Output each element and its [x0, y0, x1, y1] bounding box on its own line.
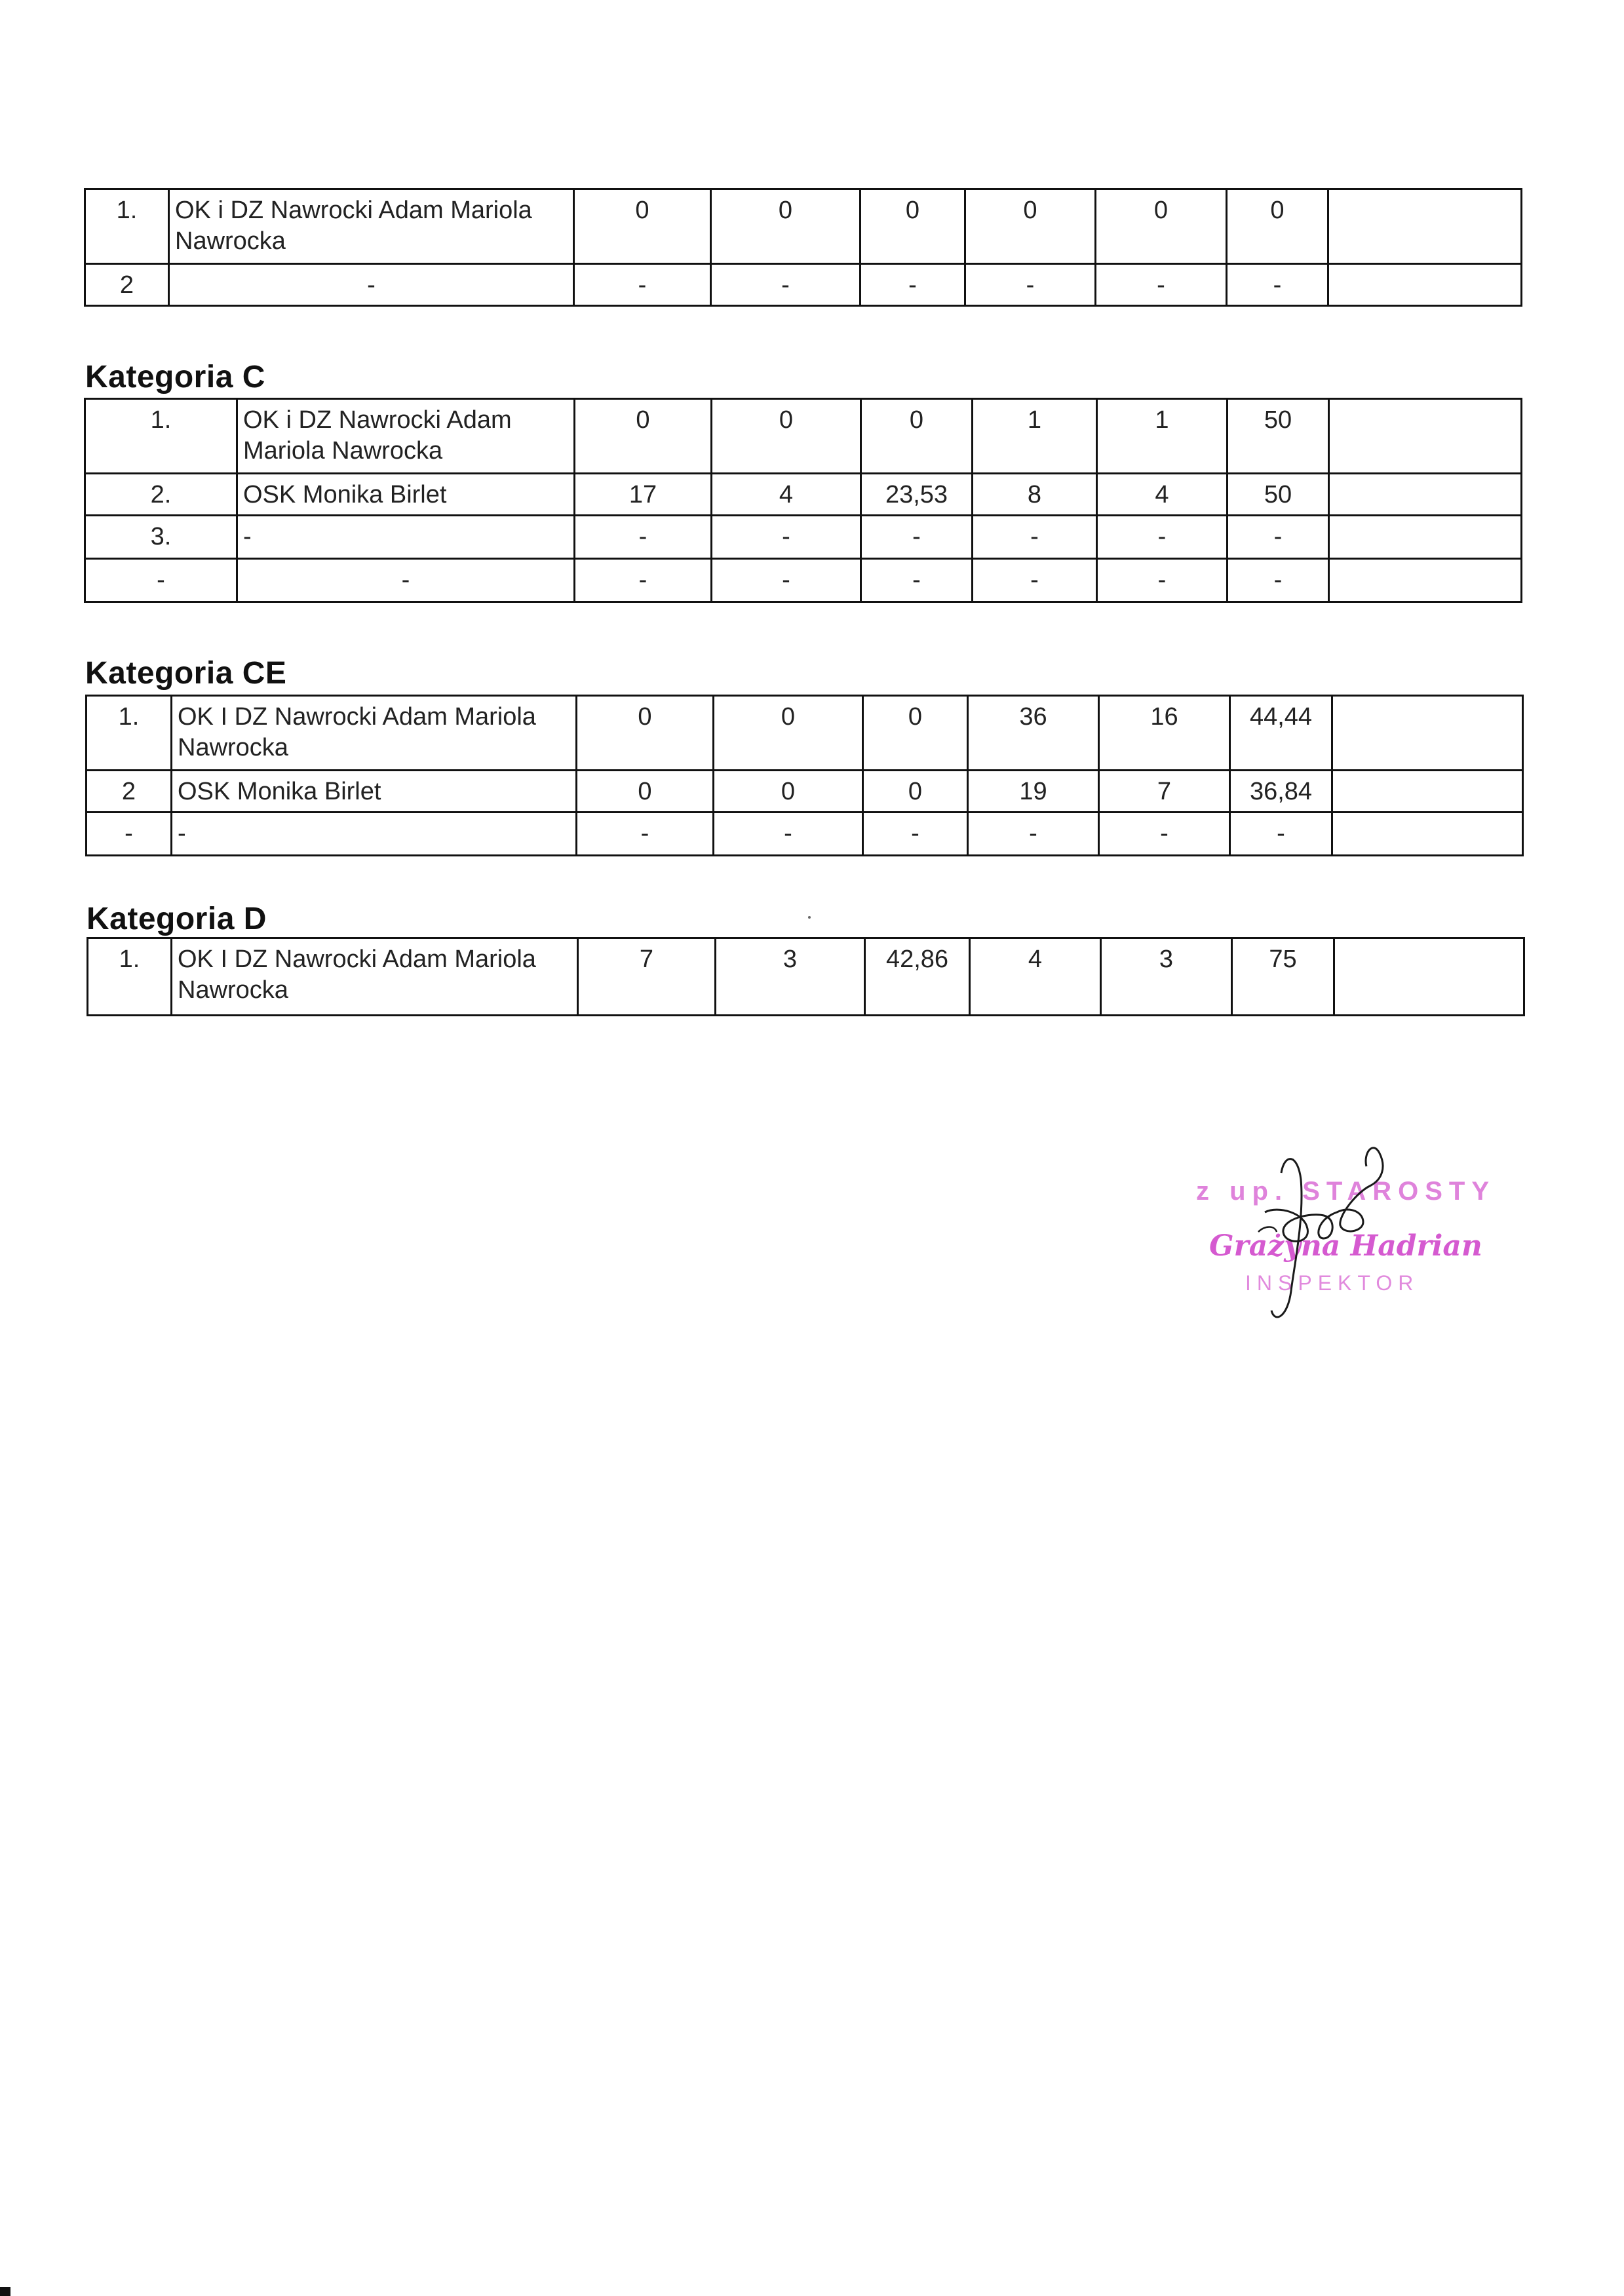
value-cell: 50	[1228, 399, 1329, 474]
value-cell: -	[1228, 559, 1329, 602]
row-number: 2	[85, 264, 169, 306]
value-cell: 0	[711, 189, 860, 264]
school-name: OK I DZ Nawrocki Adam Mariola Nawrocka	[172, 696, 577, 771]
row-number: 2	[87, 771, 172, 813]
row-number: 2.	[85, 474, 237, 516]
empty-cell	[1334, 938, 1524, 1016]
value-cell: 0	[577, 771, 714, 813]
value-cell: 16	[1099, 696, 1230, 771]
value-cell: -	[711, 264, 860, 306]
value-cell: -	[714, 813, 863, 856]
value-cell: -	[968, 813, 1099, 856]
value-cell: 19	[968, 771, 1099, 813]
value-cell: -	[1227, 264, 1328, 306]
row-number: -	[87, 813, 172, 856]
school-name: OSK Monika Birlet	[172, 771, 577, 813]
school-name: -	[237, 516, 575, 559]
value-cell: -	[1096, 264, 1227, 306]
value-cell: -	[863, 813, 968, 856]
school-name: OK i DZ Nawrocki Adam Mariola Nawrocka	[237, 399, 575, 474]
value-cell: -	[575, 516, 712, 559]
value-cell: 4	[712, 474, 861, 516]
value-cell: 0	[1096, 189, 1227, 264]
value-cell: -	[1230, 813, 1332, 856]
empty-cell	[1332, 696, 1523, 771]
table-row	[85, 559, 1522, 602]
value-cell: 8	[973, 474, 1097, 516]
value-cell: 1	[973, 399, 1097, 474]
empty-cell	[1329, 474, 1522, 516]
value-cell: 1	[1097, 399, 1228, 474]
empty-cell	[1328, 264, 1522, 306]
value-cell: 44,44	[1230, 696, 1332, 771]
row-number: 1.	[88, 938, 172, 1016]
value-cell: -	[1099, 813, 1230, 856]
value-cell: -	[1097, 516, 1228, 559]
table-row	[87, 813, 1523, 856]
empty-cell	[1329, 516, 1522, 559]
row-number: 1.	[85, 399, 237, 474]
value-cell: 0	[965, 189, 1096, 264]
section-heading-d: Kategoria D	[87, 902, 267, 936]
official-stamp	[1167, 1114, 1494, 1330]
value-cell: 7	[1099, 771, 1230, 813]
table-row	[85, 516, 1522, 559]
value-cell: 42,86	[865, 938, 970, 1016]
empty-cell	[1332, 771, 1523, 813]
value-cell: 0	[861, 399, 973, 474]
table-row	[85, 399, 1522, 474]
value-cell: 0	[714, 696, 863, 771]
value-cell: 36	[968, 696, 1099, 771]
value-cell: -	[973, 559, 1097, 602]
row-number: 3.	[85, 516, 237, 559]
value-cell: 0	[863, 696, 968, 771]
value-cell: 75	[1232, 938, 1334, 1016]
table-row	[85, 474, 1522, 516]
scan-mark	[0, 2287, 10, 2296]
scan-speck	[808, 916, 811, 919]
stamp-line-title: INSPEKTOR	[1245, 1271, 1420, 1295]
value-cell: -	[574, 264, 711, 306]
empty-cell	[1329, 399, 1522, 474]
stamp-line-name: Grażyna Hadrian	[1209, 1229, 1482, 1263]
value-cell: 0	[714, 771, 863, 813]
value-cell: 4	[1097, 474, 1228, 516]
table-row	[88, 938, 1524, 1016]
school-name: OK I DZ Nawrocki Adam Mariola Nawrocka	[172, 938, 578, 1016]
handwritten-signature	[1167, 1114, 1494, 1330]
value-cell: -	[712, 516, 861, 559]
value-cell: -	[973, 516, 1097, 559]
school-name: -	[237, 559, 575, 602]
value-cell: 36,84	[1230, 771, 1332, 813]
value-cell: 0	[863, 771, 968, 813]
value-cell: -	[1097, 559, 1228, 602]
value-cell: -	[861, 516, 973, 559]
table-category-ce	[85, 695, 1524, 856]
value-cell: -	[577, 813, 714, 856]
row-number: 1.	[85, 189, 169, 264]
empty-cell	[1329, 559, 1522, 602]
value-cell: -	[860, 264, 965, 306]
empty-cell	[1328, 189, 1522, 264]
table-row	[85, 189, 1522, 264]
value-cell: 50	[1228, 474, 1329, 516]
table-row	[87, 771, 1523, 813]
table-row	[85, 264, 1522, 306]
value-cell: 3	[716, 938, 865, 1016]
table-top	[84, 188, 1522, 307]
row-number: -	[85, 559, 237, 602]
section-heading-c: Kategoria C	[85, 360, 265, 394]
value-cell: -	[1228, 516, 1329, 559]
value-cell: 0	[712, 399, 861, 474]
value-cell: 0	[575, 399, 712, 474]
value-cell: 0	[1227, 189, 1328, 264]
value-cell: -	[861, 559, 973, 602]
stamp-line-authority: z up. STAROSTY	[1196, 1177, 1496, 1206]
school-name: -	[169, 264, 574, 306]
value-cell: 0	[860, 189, 965, 264]
table-category-d	[87, 937, 1525, 1016]
empty-cell	[1332, 813, 1523, 856]
school-name: OSK Monika Birlet	[237, 474, 575, 516]
school-name: OK i DZ Nawrocki Adam Mariola Nawrocka	[169, 189, 574, 264]
table-category-c	[84, 398, 1522, 603]
school-name: -	[172, 813, 577, 856]
value-cell: 0	[574, 189, 711, 264]
section-heading-ce: Kategoria CE	[85, 656, 287, 691]
value-cell: -	[965, 264, 1096, 306]
value-cell: 4	[970, 938, 1101, 1016]
value-cell: 23,53	[861, 474, 973, 516]
value-cell: 17	[575, 474, 712, 516]
value-cell: 3	[1101, 938, 1232, 1016]
row-number: 1.	[87, 696, 172, 771]
table-row	[87, 696, 1523, 771]
value-cell: -	[712, 559, 861, 602]
value-cell: 0	[577, 696, 714, 771]
value-cell: -	[575, 559, 712, 602]
value-cell: 7	[578, 938, 716, 1016]
